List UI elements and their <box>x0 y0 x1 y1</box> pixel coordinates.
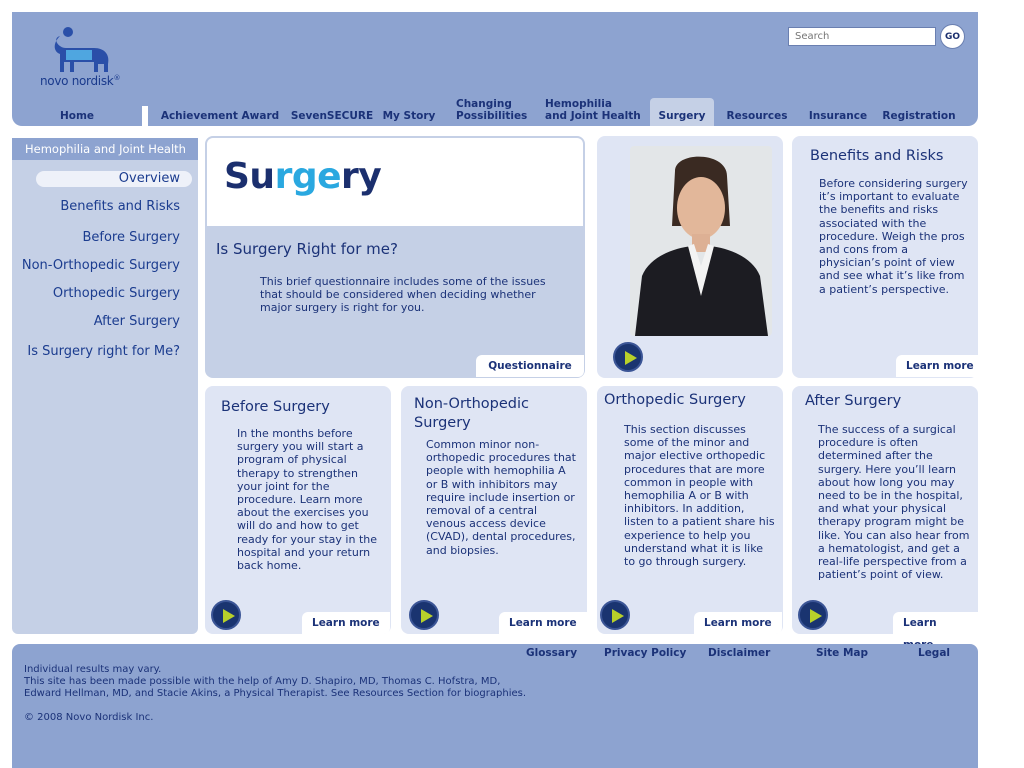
sidebar-item-after-surgery[interactable]: After Surgery <box>93 314 180 329</box>
presenter-video-thumbnail-icon[interactable] <box>630 146 772 336</box>
after-surgery-body-text: The success of a surgical procedure is often determined after the surgery. Here you’ll learn about how long you may need to be in the hospital, and what your physical therapy program might be like. You can also hear from a hematologist, and get a real-life perspective from a patient’s point of view. <box>818 423 970 582</box>
questionnaire-button[interactable]: Questionnaire <box>476 355 584 377</box>
sidebar-item-before-surgery[interactable]: Before Surgery <box>82 230 180 245</box>
footer-link-glossary[interactable]: Glossary <box>526 647 578 659</box>
footer-link-site-map[interactable]: Site Map <box>816 647 869 659</box>
non-orthopedic-play-icon[interactable] <box>409 600 439 630</box>
after-surgery-learn-more-button[interactable]: Learn <box>893 612 978 634</box>
before-surgery-body-text: In the months before surgery you will start a program of physical therapy to strengthen your joint for the procedure. Learn more about the exercises you will do and how to get ready for your stay in the hospital and your return back home. <box>237 427 377 573</box>
non-orthopedic-body-text: Common minor non-orthopedic procedures that people with hemophilia A or B with inhibitors may require include insertion or removal of a central venous access device (CVAD), dental procedures, and biopsies. <box>426 438 576 557</box>
nav-tab-insurance[interactable]: Insurance <box>808 110 868 122</box>
orthopedic-body-text: This section discusses some of the minor and major elective orthopedic procedures that are more common in people with hemophilia A or B with inhibitors. In addition, listen to a patient share his experience to help you understand what it is like to go through surgery. <box>624 423 775 569</box>
benefits-learn-more-button[interactable]: Learn more <box>896 355 984 377</box>
hero-subtitle: Is Surgery Right for me? <box>216 240 398 258</box>
before-surgery-play-icon[interactable] <box>211 600 241 630</box>
sidebar-item-orthopedic[interactable]: Orthopedic Surgery <box>52 286 180 301</box>
footer-credits-line-2: Edward Hellman, MD, and Stacie Akins, a Physical Therapist. See Resources Section for biographies. <box>24 688 527 699</box>
brand-wordmark: novo nordisk® <box>40 74 121 88</box>
nav-tab-hemophilia-joint-health[interactable]: Hemophilia and Joint Health <box>545 98 641 122</box>
non-orthopedic-title: Non-Orthopedic Surgery <box>414 396 529 431</box>
footer-link-disclaimer[interactable]: Disclaimer <box>708 647 771 659</box>
sidebar-item-is-surgery-right[interactable]: Is Surgery right for Me? <box>27 344 180 359</box>
benefits-body-text: Before considering surgery it’s important to evaluate the benefits and risks associated with the procedure. Weigh the pros and cons from a physician’s point of view and see what it’s like from a patient’s perspective. <box>819 177 968 296</box>
footer-link-legal[interactable]: Legal <box>918 647 951 659</box>
hero-body-text: This brief questionnaire includes some of the issues that should be considered when deciding whether major surgery is right for you. <box>260 275 546 315</box>
nav-tab-my-story[interactable]: My Story <box>382 110 436 122</box>
sidebar-item-overview[interactable]: Overview <box>118 171 180 186</box>
footer-credits-line-1: This site has been made possible with the help of Amy D. Shapiro, MD, Thomas C. Hofstra, MD, <box>24 676 501 687</box>
non-orthopedic-learn-more-button[interactable]: Learn more <box>499 612 587 634</box>
orthopedic-title: Orthopedic Surgery <box>604 392 746 408</box>
after-surgery-play-icon[interactable] <box>798 600 828 630</box>
before-surgery-learn-more-button[interactable]: Learn more <box>302 612 390 634</box>
nav-divider <box>142 106 148 126</box>
footer-link-privacy-policy[interactable]: Privacy Policy <box>604 647 687 659</box>
nav-tab-home[interactable]: Home <box>59 110 95 122</box>
play-video-button-icon[interactable] <box>613 342 643 372</box>
nav-tab-surgery[interactable]: Surgery <box>650 98 714 126</box>
search-input[interactable] <box>788 27 936 46</box>
orthopedic-play-icon[interactable] <box>600 600 630 630</box>
nav-tab-changing-possibilities[interactable]: Changing Possibilities <box>456 98 528 122</box>
orthopedic-learn-more-button[interactable]: Learn more <box>694 612 782 634</box>
after-surgery-title: After Surgery <box>805 393 902 409</box>
before-surgery-title: Before Surgery <box>221 399 330 415</box>
footer-disclaimer-text: Individual results may vary. <box>24 664 162 675</box>
sidebar-heading: Hemophilia and Joint Health <box>12 138 198 160</box>
nav-tab-achievement-award[interactable]: Achievement Award <box>160 110 280 122</box>
sidebar-item-benefits-risks[interactable]: Benefits and Risks <box>60 199 180 214</box>
site-footer <box>12 644 978 768</box>
page-title: Surgery <box>224 156 382 197</box>
nav-tab-resources[interactable]: Resources <box>726 110 788 122</box>
sidebar-item-non-orthopedic[interactable]: Non-Orthopedic Surgery <box>21 258 180 273</box>
search-go-button[interactable]: GO <box>940 24 965 49</box>
benefits-title: Benefits and Risks <box>810 148 944 164</box>
nav-tab-sevensecure[interactable]: SevenSECURE <box>290 110 374 122</box>
nav-tab-registration[interactable]: Registration <box>882 110 956 122</box>
footer-copyright: © 2008 Novo Nordisk Inc. <box>24 712 154 723</box>
